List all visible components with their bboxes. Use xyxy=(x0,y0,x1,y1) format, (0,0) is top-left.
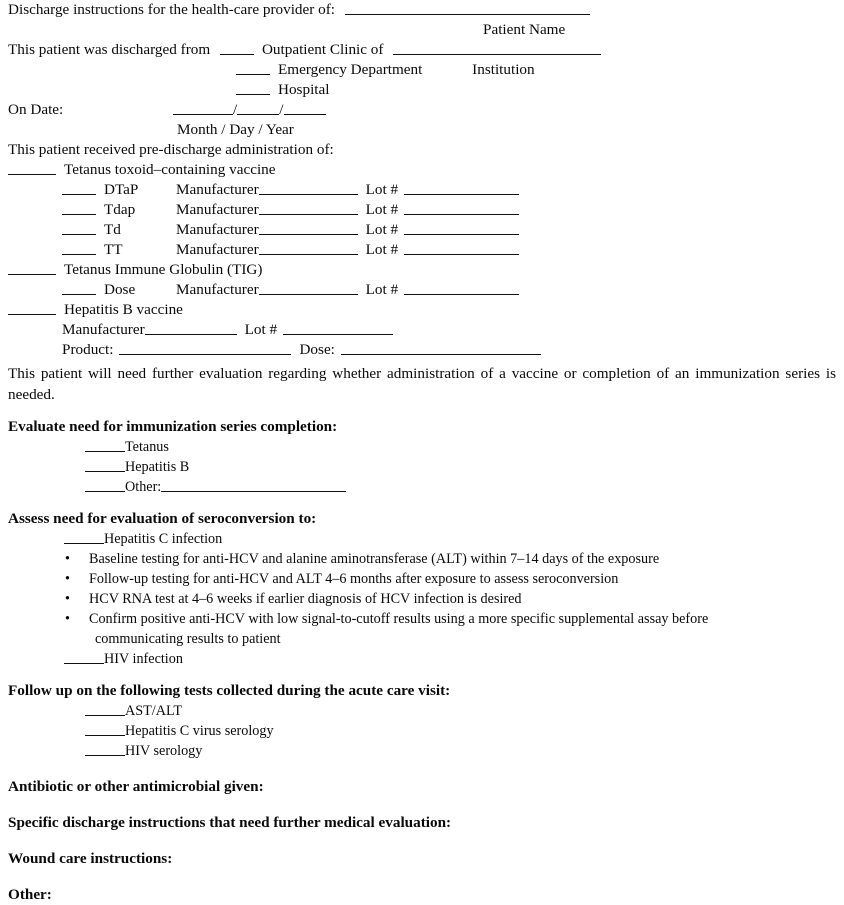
followup-hiv-serology-label: HIV serology xyxy=(125,743,203,759)
seroconversion-bullet-2 xyxy=(0,569,844,589)
tt-manufacturer-blank[interactable] xyxy=(259,240,358,255)
immunization-item-tetanus xyxy=(0,437,844,457)
discharged-from-text: This patient was discharged from xyxy=(8,41,211,58)
hospital-row xyxy=(0,80,844,100)
emergency-department-row xyxy=(0,60,844,80)
followup-item-ast-alt xyxy=(0,701,844,721)
tt-lot-label: Lot # xyxy=(365,241,399,258)
seroconversion-bullet-3 xyxy=(0,589,844,609)
vaccine-row-tt xyxy=(0,240,844,260)
followup-ast-alt-blank[interactable] xyxy=(85,701,125,716)
dtap-manufacturer-label: Manufacturer xyxy=(176,181,259,198)
seroconversion-bullet-2-text: Follow-up testing for anti-HCV and ALT 4–6 months after exposure to assess seroconversion xyxy=(89,571,619,587)
tig-manufacturer-label: Manufacturer xyxy=(176,281,259,298)
seroconversion-hepatitis-c-label: Hepatitis C infection xyxy=(104,531,223,547)
hepb-manufacturer-blank[interactable] xyxy=(145,320,237,335)
tetanus-toxoid-row xyxy=(0,160,844,180)
td-label: Td xyxy=(104,221,121,238)
tetanus-toxoid-checkbox-blank[interactable] xyxy=(8,160,56,175)
immunization-other-blank[interactable] xyxy=(85,477,125,492)
vaccine-row-td xyxy=(0,220,844,240)
dtap-manufacturer-blank[interactable] xyxy=(259,180,358,195)
bullet-icon: • xyxy=(65,591,70,607)
td-manufacturer-blank[interactable] xyxy=(259,220,358,235)
seroconversion-item-hepatitis-c xyxy=(0,529,844,549)
option-hospital-label: Hospital xyxy=(278,81,330,98)
seroconversion-bullet-4-continuation: communicating results to patient xyxy=(95,631,281,647)
tt-label: TT xyxy=(104,241,123,258)
hepb-label: Hepatitis B vaccine xyxy=(64,301,183,318)
immunization-item-other xyxy=(0,477,844,497)
tdap-manufacturer-blank[interactable] xyxy=(259,200,358,215)
date-month-blank[interactable] xyxy=(173,100,233,115)
patient-name-blank[interactable] xyxy=(345,0,590,15)
tt-manufacturer-label: Manufacturer xyxy=(176,241,259,258)
hepb-dose-blank[interactable] xyxy=(341,340,541,355)
vaccine-row-tdap xyxy=(0,200,844,220)
followup-item-hiv-serology xyxy=(0,741,844,761)
tig-row xyxy=(0,260,844,280)
followup-hepatitis-c-serology-blank[interactable] xyxy=(85,721,125,736)
tdap-lot-label: Lot # xyxy=(365,201,399,218)
hepb-lot-blank[interactable] xyxy=(283,320,393,335)
seroconversion-item-hiv xyxy=(0,649,844,669)
followup-hepatitis-c-serology-label: Hepatitis C virus serology xyxy=(125,723,274,739)
discharged-from-row xyxy=(0,40,844,60)
seroconversion-bullet-3-text: HCV RNA test at 4–6 weeks if earlier diagnosis of HCV infection is desired xyxy=(89,591,522,607)
dtap-label: DTaP xyxy=(104,181,139,198)
closing-heading-other: Other: xyxy=(8,886,52,903)
dtap-lot-blank[interactable] xyxy=(404,180,519,195)
dtap-lot-label: Lot # xyxy=(365,181,399,198)
seroconversion-hiv-label: HIV infection xyxy=(104,651,183,667)
date-caption-row xyxy=(0,120,844,140)
immunization-section-heading: Evaluate need for immunization series completion: xyxy=(8,418,338,435)
tig-lot-label: Lot # xyxy=(365,281,399,298)
tig-dose-checkbox-blank[interactable] xyxy=(62,280,96,295)
tig-lot-blank[interactable] xyxy=(404,280,519,295)
bullet-icon: • xyxy=(65,611,70,627)
seroconversion-section-heading: Assess need for evaluation of seroconversion to: xyxy=(8,510,317,527)
discharge-intro-row xyxy=(0,0,844,20)
on-date-label: On Date: xyxy=(8,101,64,118)
closing-heading-specific-discharge: Specific discharge instructions that need further medical evaluation: xyxy=(8,814,452,831)
date-slash-1: / xyxy=(233,101,238,118)
emergency-department-checkbox-blank[interactable] xyxy=(236,60,270,75)
bullet-icon: • xyxy=(65,551,70,567)
hospital-checkbox-blank[interactable] xyxy=(236,80,270,95)
predischarge-intro-text: This patient received pre-discharge administration of: xyxy=(8,141,334,158)
tdap-lot-blank[interactable] xyxy=(404,200,519,215)
dtap-checkbox-blank[interactable] xyxy=(62,180,96,195)
immunization-other-fill-blank[interactable] xyxy=(161,477,346,492)
option-outpatient-label: Outpatient Clinic of xyxy=(261,41,384,58)
td-checkbox-blank[interactable] xyxy=(62,220,96,235)
on-date-row xyxy=(0,100,844,120)
date-day-blank[interactable] xyxy=(237,100,279,115)
closing-heading-antibiotic: Antibiotic or other antimicrobial given: xyxy=(8,778,264,795)
tdap-manufacturer-label: Manufacturer xyxy=(176,201,259,218)
seroconversion-bullet-4 xyxy=(0,609,844,629)
discharge-intro-text: Discharge instructions for the health-care provider of: xyxy=(8,1,335,18)
td-manufacturer-label: Manufacturer xyxy=(176,221,259,238)
hepb-dose-label: Dose: xyxy=(299,341,335,358)
followup-item-hepatitis-c-serology xyxy=(0,721,844,741)
hepb-checkbox-blank[interactable] xyxy=(8,300,56,315)
tig-checkbox-blank[interactable] xyxy=(8,260,56,275)
hepb-lot-label: Lot # xyxy=(244,321,278,338)
date-slash-2: / xyxy=(279,101,284,118)
seroconversion-bullet-4-text: Confirm positive anti-HCV with low signal-to-cutoff results using a more specific supplemental assay before xyxy=(89,611,709,627)
hepb-product-blank[interactable] xyxy=(119,340,291,355)
bullet-icon: • xyxy=(65,571,70,587)
institution-caption: Institution xyxy=(472,61,535,78)
hepb-product-label: Product: xyxy=(62,341,114,358)
hepb-row xyxy=(0,300,844,320)
hepb-manufacturer-row xyxy=(0,320,844,340)
tdap-label: Tdap xyxy=(104,201,136,218)
tt-checkbox-blank[interactable] xyxy=(62,240,96,255)
seroconversion-bullet-1-text: Baseline testing for anti-HCV and alanine aminotransferase (ALT) within 7–14 days of the exposure xyxy=(89,551,660,567)
closing-heading-wound-care: Wound care instructions: xyxy=(8,850,173,867)
followup-ast-alt-label: AST/ALT xyxy=(125,703,183,719)
immunization-tetanus-label: Tetanus xyxy=(125,439,169,455)
date-year-blank[interactable] xyxy=(284,100,326,115)
immunization-other-label: Other: xyxy=(125,479,162,495)
tig-manufacturer-blank[interactable] xyxy=(259,280,358,295)
patient-name-caption: Patient Name xyxy=(483,21,566,38)
seroconversion-bullet-1 xyxy=(0,549,844,569)
immunization-hepatitis-b-label: Hepatitis B xyxy=(125,459,190,475)
patient-name-caption-row xyxy=(0,20,844,40)
tig-dose-row xyxy=(0,280,844,300)
immunization-tetanus-blank[interactable] xyxy=(85,437,125,452)
further-evaluation-paragraph: This patient will need further evaluation regarding whether administration of a vaccine or completion of an immunization series is needed. xyxy=(8,365,836,403)
seroconversion-hepatitis-c-blank[interactable] xyxy=(64,529,104,544)
vaccine-row-dtap xyxy=(0,180,844,200)
immunization-item-hepatitis-b xyxy=(0,457,844,477)
hepb-product-row xyxy=(0,340,844,360)
tt-lot-blank[interactable] xyxy=(404,240,519,255)
hepb-manufacturer-label: Manufacturer xyxy=(62,321,145,338)
option-emergency-label: Emergency Department xyxy=(278,61,423,78)
predischarge-intro-row xyxy=(0,140,844,160)
tig-dose-label: Dose xyxy=(104,281,136,298)
followup-hiv-serology-blank[interactable] xyxy=(85,741,125,756)
followup-section-heading: Follow up on the following tests collected during the acute care visit: xyxy=(8,682,451,699)
tetanus-toxoid-label: Tetanus toxoid–containing vaccine xyxy=(64,161,276,178)
tig-label: Tetanus Immune Globulin (TIG) xyxy=(64,261,263,278)
tdap-checkbox-blank[interactable] xyxy=(62,200,96,215)
date-caption: Month / Day / Year xyxy=(177,121,294,138)
immunization-hepatitis-b-blank[interactable] xyxy=(85,457,125,472)
outpatient-clinic-checkbox-blank[interactable] xyxy=(220,40,254,55)
seroconversion-hiv-blank[interactable] xyxy=(64,649,104,664)
td-lot-blank[interactable] xyxy=(404,220,519,235)
institution-blank[interactable] xyxy=(393,40,601,55)
td-lot-label: Lot # xyxy=(365,221,399,238)
